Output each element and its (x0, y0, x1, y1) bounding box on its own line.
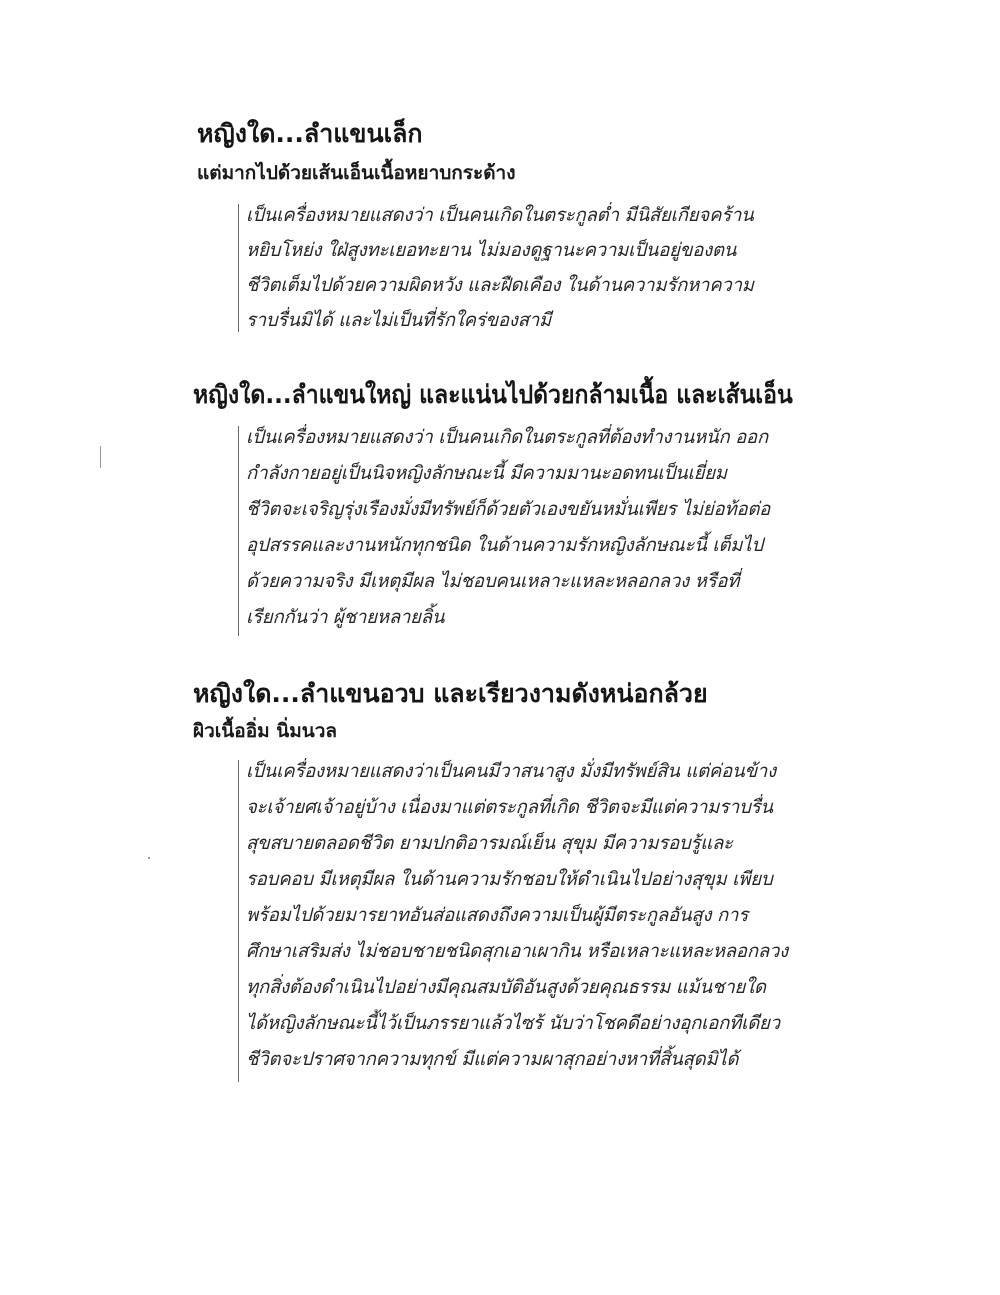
body-line: พร้อมไปด้วยมารยาทอันส่อแสดงถึงความเป็นผู้มีตระกูลอันสูง การ (246, 905, 748, 926)
body-line: เป็นเครื่องหมายแสดงว่า เป็นคนเกิดในตระกูลต่ำ มีนิสัยเกียจคร้าน (246, 205, 754, 226)
body-line: เป็นเครื่องหมายแสดงว่า เป็นคนเกิดในตระกูลที่ต้องทำงานหนัก ออก (246, 427, 768, 448)
body-line: เรียกกันว่า ผู้ชายหลายลิ้น (246, 607, 445, 628)
scan-mark-dot (148, 857, 150, 859)
section-heading: หญิงใด...ลำแขนอวบ และเรียวงามดังหน่อกล้วย (193, 679, 708, 708)
section-body (238, 196, 803, 340)
quote-rule (238, 426, 239, 636)
section-subheading: แต่มากไปด้วยเส้นเอ็นเนื้อหยาบกระด้าง (197, 162, 516, 184)
section-body (238, 418, 803, 638)
body-line: ทุกสิ่งต้องดำเนินไปอย่างมีคุณสมบัติอันสูงด้วยคุณธรรม แม้นชายใด (246, 977, 766, 998)
body-line: รอบคอบ มีเหตุมีผล ในด้านความรักชอบให้ดำเนินไปอย่างสุขุม เพียบ (246, 869, 773, 890)
body-line: ราบรื่นมิได้ และไม่เป็นที่รักใคร่ของสามี (246, 310, 551, 331)
body-line: หยิบโหย่ง ใฝ่สูงทะเยอทะยาน ไม่มองดูฐานะความเป็นอยู่ของตน (246, 240, 737, 261)
body-line: จะเจ้ายศเจ้าอยู่บ้าง เนื่องมาแต่ตระกูลที่เกิด ชีวิตจะมีแต่ความราบรื่น (246, 797, 773, 818)
section-body (238, 752, 803, 1088)
quote-rule (238, 204, 239, 332)
body-line: ได้หญิงลักษณะนี้ไว้เป็นภรรยาแล้วไซร้ นับว่าโชคดีอย่างอุกเอกทีเดียว (246, 1013, 780, 1034)
section-heading: หญิงใด...ลำแขนเล็ก (197, 119, 423, 148)
section-heading: หญิงใด...ลำแขนใหญ่ และแน่นไปด้วยกล้ามเนื้อ และเส้นเอ็น (193, 380, 793, 409)
body-line: ชีวิตเต็มไปด้วยความผิดหวัง และฝืดเคือง ในด้านความรักหาความ (246, 275, 754, 296)
body-line: ศึกษาเสริมส่ง ไม่ชอบชายชนิดสุกเอาเผากิน หรือเหลาะแหละหลอกลวง (246, 941, 788, 962)
body-line: ชีวิตจะเจริญรุ่งเรืองมั่งมีทรัพย์ก็ด้วยตัวเองขยันหมั่นเพียร ไม่ย่อท้อต่อ (246, 499, 771, 520)
body-line: เป็นเครื่องหมายแสดงว่าเป็นคนมีวาสนาสูง มั่งมีทรัพย์สิน แต่ค่อนข้าง (246, 761, 776, 782)
body-line: ด้วยความจริง มีเหตุมีผล ไม่ชอบคนเหลาะแหละหลอกลวง หรือที่ (246, 571, 740, 592)
body-line: สุขสบายตลอดชีวิต ยามปกติอารมณ์เย็น สุขุม มีความรอบรู้และ (246, 833, 733, 854)
body-line: อุปสรรคและงานหนักทุกชนิด ในด้านความรักหญิงลักษณะนี้ เต็มไป (246, 535, 763, 556)
quote-rule (238, 760, 239, 1082)
scan-mark-left (100, 446, 101, 468)
section-subheading: ผิวเนื้ออิ่ม นิ่มนวล (193, 720, 338, 742)
body-line: กำลังกายอยู่เป็นนิจหญิงลักษณะนี้ มีความมานะอดทนเป็นเยี่ยม (246, 463, 727, 484)
body-line: ชีวิตจะปราศจากความทุกข์ มีแต่ความผาสุกอย่างหาที่สิ้นสุดมิได้ (246, 1049, 739, 1070)
